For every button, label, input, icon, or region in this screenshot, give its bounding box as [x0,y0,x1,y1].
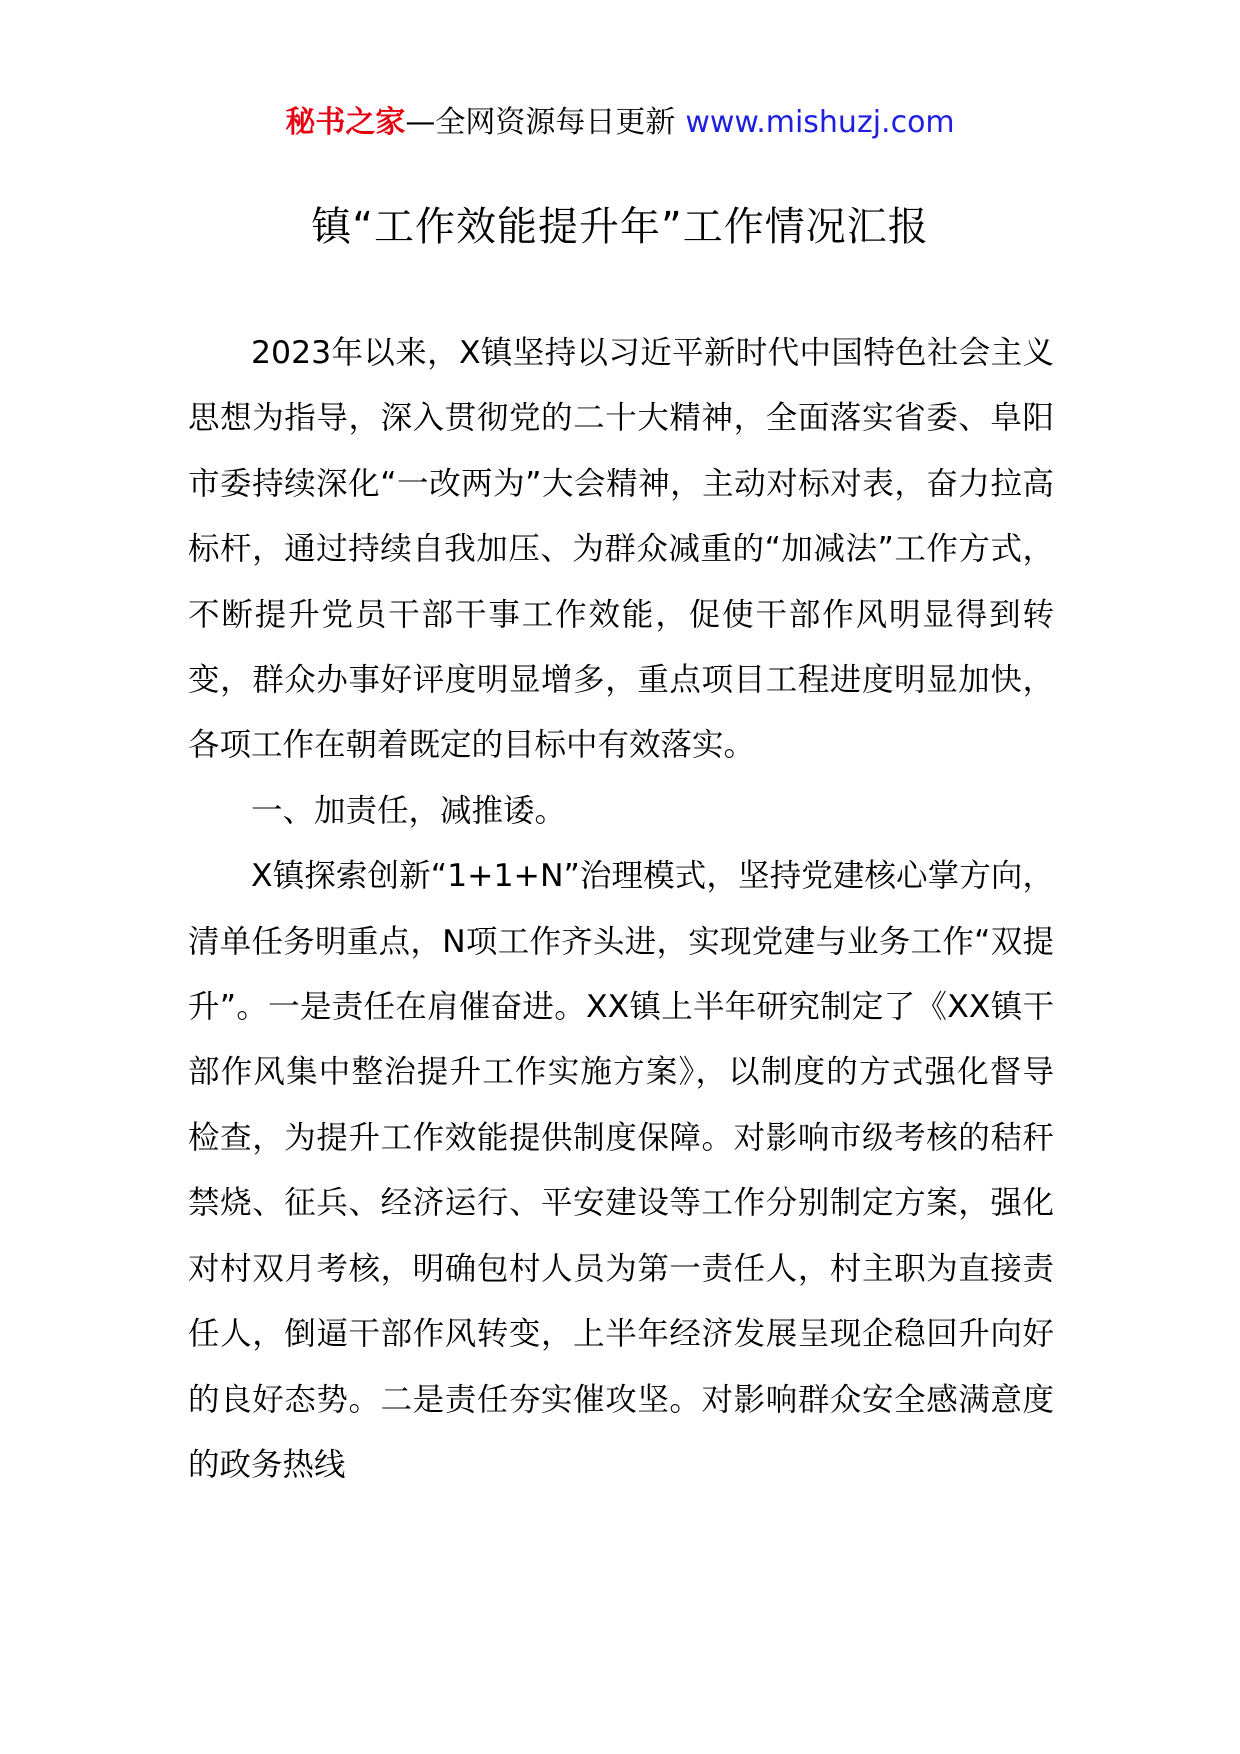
section-paragraph: X镇探索创新“1+1+N”治理模式，坚持党建核心掌方向，清单任务明重点，N项工作齐头进，实现党建与业务工作“双提升”。一是责任在肩催奋进。XX镇上半年研究制定了《XX镇干部作风集中整治提升工作实施方案》，以制度的方式强化督导检查，为提升工作效能提供制度保障。对影响市级考核的秸秆禁烧、征兵、经济运行、平安建设等工作分别制定方案，强化对村双月考核，明确包村人员为第一责任人，村主职为直接责任人，倒逼干部作风转变，上半年经济发展呈现企稳回升向好的良好态势。二是责任夯实催攻坚。对影响群众安全感满意度的政务热线 [188,858,1054,1483]
header-tagline: —全网资源每日更新 [405,105,676,140]
section-heading: 一、加责任，减推诿。 [251,792,567,829]
site-url-link[interactable]: www.mishuzj.com [685,105,955,140]
intro-paragraph: 2023年以来，X镇坚持以习近平新时代中国特色社会主义思想为指导，深入贯彻党的二十大精神，全面落实省委、阜阳市委持续深化“一改两为”大会精神，主动对标对表，奋力拉高标杆，通过持续自我加压、为群众减重的“加减法”工作方式，不断提升党员干部干事工作效能，促使干部作风明显得到转变，群众办事好评度明显增多，重点项目工程进度明显加快，各项工作在朝着既定的目标中有效落实。 [188,335,1054,764]
document-title: 镇“工作效能提升年”工作情况汇报 [311,204,929,250]
brand-name: 秘书之家 [285,105,406,140]
document-body [188,321,1054,1498]
site-header [0,100,1240,146]
